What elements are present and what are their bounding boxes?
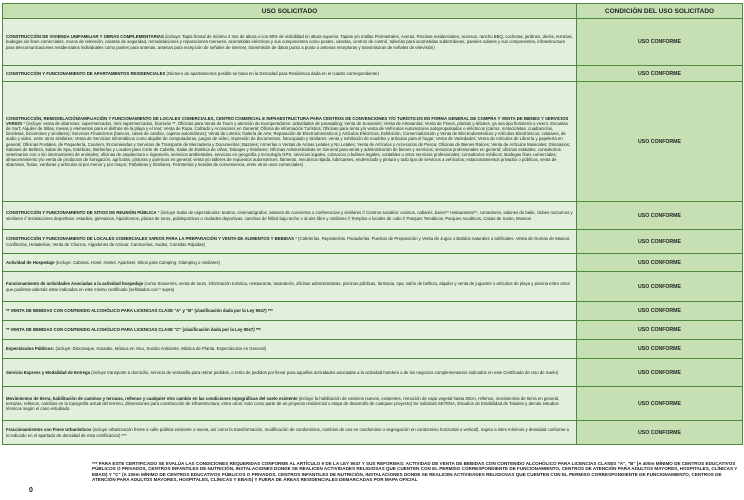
row-description (3, 272, 577, 302)
row-title: CONSTRUCCIÓN DE VIVIENDA UNIFAMILIAR Y OBRAS COMPLEMENTARIAS (6, 34, 164, 40)
row-text: (incluye: Tapia frontal de mínimo 2 mts de altura o con 80% de visibilidad en altura superior, Tapias y/o mallas Perimetrales, Aceras, Piscinas residenciales, accesos, rancho BBQ, cocheras, jardines, decks, terrazas, bodegas sin fines comerciales, muros de retención, casetas de seguridad, remodelaciones y reparaciones menores, acometidas eléctricas y sus componentes como postes, casetas, centros de control, tuberías para acometidas subterráneas, paneles solares y sus componentes, infraestructura para telecomunicaciones residenciales individuales como postes para antenas, antenas para recepción de señales de internet, transmisión de datos punto a punto o antenas receptoras y transmisoras de señales de televisión) (6, 34, 573, 50)
row-condition: USO CONFORME (577, 254, 743, 272)
table-row (3, 421, 743, 445)
row-text: (incluye transporte a domicilio, servicio de ventanilla para retirar pedidos, o retiro de pedidos por llevar para aquellas actividades asociadas a la actividad hotelera o de los negocios complementarios indicados en este Certificado de Uso de Suelo) (90, 369, 559, 375)
table-row (3, 230, 743, 254)
row-description (3, 421, 577, 445)
footer-note-block (2, 459, 742, 498)
row-title: Fraccionamientos con Fines Urbanísticos (6, 427, 92, 433)
table-row (3, 82, 743, 202)
row-title: CONSTRUCCIÓN Y FUNCIONAMIENTO DE APARTAMENTOS RESIDENCIALES (6, 70, 166, 76)
row-title: Espectáculos Públicos: (6, 346, 55, 352)
table-row (3, 66, 743, 82)
row-text: (incluye: Discoteque, Karaoke, Música en Vivo, Sonido Ambiente, Música de Planta, Espectáculos en General) (54, 346, 267, 352)
row-description (3, 359, 577, 387)
row-text: (Número de apartamentos posible se basa en la Densidad para Residencia dada en el cuadro correspondiente) (165, 70, 379, 76)
row-condition: USO CONFORME (577, 66, 743, 82)
table-row (3, 359, 743, 387)
table-row (3, 387, 743, 421)
row-title: Funcionamiento de actividades Asociadas a la actividad hospedaje (6, 281, 144, 287)
row-condition: USO CONFORME (577, 387, 743, 421)
row-condition: USO CONFORME (577, 421, 743, 445)
row-text: (incluye la habilitación de caminos nuevos, existentes, remoción de capa vegetal hasta 30cm, rellenos, movimientos de tierra en general, terrazas, rellenos, cambios en la topografía actual del terreno, dimensiones para construcción de infraestructura, entre otros; todo como parte de un proyecto residencial o etapa de desarrollo de cualquier proyecto) Se solicitará SETENA, Estudios de Estabilidad de Taludes y demás estudios técnicos según el caso estudiado. (6, 395, 560, 412)
row-condition: USO CONFORME (577, 321, 743, 340)
row-title: Actividad de Hospedaje (6, 259, 55, 265)
table-row (3, 202, 743, 230)
row-condition: USO CONFORME (577, 202, 743, 230)
table-row (3, 340, 743, 359)
row-text: (incluye: Cabinas, Hotel, Hostel, Apartotel, Sitios para Camping, Glamping o similares) (54, 259, 220, 265)
row-text: (como Souvenirs, venta de tours, información turística, restaurante, lavandería, oficinas administrativas, piscinas públicas, farmacia, spa, salón de belleza, alquiler y venta de juguetes o artículos de playa y piscina entre otros que pudieran además estar indicados en este mismo certificado (señalados con * supra) (6, 281, 570, 292)
row-condition: USO CONFORME (577, 19, 743, 66)
row-description (3, 340, 577, 359)
row-title: ** VENTA DE BEBIDAS CON CONTENIDO ALCOHÓLICO PARA LICENCIAS CLASE "C" (clasificación dada por la Ley 9047) (6, 327, 255, 333)
row-description (3, 82, 577, 202)
row-text: * (Cafeterías, Reposterías, Panaderías, Puestos de Preparación y Venta de Jugos o Batidos naturales o artificiales, Venta de Gomas de Mascar, Confiterías, Heladerías, Venta de Churros, Algodones de Azúcar, Carnicerías, Sodas, Comidas Rápidas) (6, 236, 571, 247)
row-text: * (incluye: venta de abarrotes, supermercados, mini supermercados, licoreras **, Oficinas para Venta de Tours y atención de touroperadores: actividades de parasailing; Venta de Souvenirs; Venta de Artesanías; Venta de Flores, plantas y árboles, ya sea tipo floristería o vivero; Escuelas de Surf; Alquiler de Sillas, mesas y elementos para el disfrute de la playa y el mar; Venta de Ropa, Calzado y Accesorios en General; Oficina de información Turística; Oficinas para renta y/o venta de Vehículos Automotores autopropulsados o eléctricos (carros, motocicletas, cuadraciclos, bicicletas, biciomotos y similares); Servicios Financieros (bancos, casas de cambio, cajeros automáticos); Venta de Lotería; Galería de Arte; Reparación de Electrodomésticos y Artículos Eléctricos; Exhibición, Comercialización y Venta de Electrodomésticos y Artículos Electrónicos; celulares, de audio y video, entre otros similares; Venta de Servicios Informáticos como alquiler de computadoras, juegos de video, impresión de documentos, fotocopiado y similares; venta y exhibición de muebles y artículos para el hogar; Venta de Variedades; Venta de Artículos de Librería y papelería en general; Oficinas Postales, de Paquetería, Couriers, Encomiendas y Servicios de Transporte de Mercadería y Documentos; Bazares; Armerías o Ventas de Armas Letales y No Letales; Venta de Artículos y Accesorios de Pesca; Oficinas de Bienes Raíces; Venta de Artículos Musicales; Gimnasios; Salones de Belleza, Salas de Spa, Estéticas, Barberías y Locales para Corte de Cabello, Salas de Estética de Uñas, Tatuajes y Similares; Oficinas Administrativas en General para venta y administración de bienes y servicios; servicios profesionales en general; oficinas estatales; consultorios veterinarios con o sin internamiento de animales; oficinas de arquitectura e ingeniería, servicios ambientales, servicios en geografía y tecnología GPS, servicios legales, consorcio o bufetes legales, contables u otros servicios profesionales; consultorios médicos; Bodegas fines comerciales; almacenamiento y/o venta de productos de fumigación, agrícolas, pinturas y químicos en general; venta y/o talleres de repuestos automotrices, llanteras, mecánica rápida, lubricantes, enderezado y pintura y todo tipo de servicios a vehículos; estacionamientos privados o públicos, venta de abarrotes, frutas, verduras y artículos al por menor y por mayor; Pañaleras y Similares, Ferreterías y tiendas de conveniencia, entre otros usos comerciales) (6, 121, 571, 167)
table-row (3, 321, 743, 340)
row-condition: USO CONFORME (577, 340, 743, 359)
row-description (3, 19, 577, 66)
row-title: CONSTRUCCIÓN, REMODELACIÓN/AMPLIACIÓN Y FUNCIONAMIENTO DE LOCALES COMERCIALES, CENTRO COMERCIAL E INFRAESTRUCTURA PARA CENTROS DE CONVENCIONES Y/O TURÍSTICOS EN FORMA GENERAL DE COMPRA Y VENTA DE BIENES Y SERVICIOS VARIOS (6, 116, 569, 127)
row-condition: USO CONFORME (577, 230, 743, 254)
row-text: *** (254, 327, 261, 333)
row-text: *** (266, 308, 273, 314)
table-row (3, 272, 743, 302)
row-title: CONSTRUCCIÓN Y FUNCIONAMIENTO DE LOCALES COMERCIALES VARIOS PARA LA PREPARACIÓN Y VENTA DE ALIMENTOS Y BEBIDAS (6, 236, 294, 242)
row-title: Servicio Express y Modalidad de Entrega (6, 369, 91, 375)
header-uso-solicitado: USO SOLICITADO (3, 4, 577, 19)
uses-table (2, 3, 743, 445)
row-condition: USO CONFORME (577, 359, 743, 387)
header-condicion: CONDICIÓN DEL USO SOLICITADO (577, 4, 743, 19)
row-title: CONSTRUCCIÓN Y FUNCIONAMIENTO DE SITIOS DE REUNIÓN PÚBLICA (6, 210, 157, 216)
footer-note: *** PARA ESTE CERTIFICADO SE EVALÚA LAS CONDICIONES REQUERIDAS CONFORME AL ARTÍCULO 9 DE LA LEY 9047 Y SUS REFORMAS: ACTIVIDAD DE VENTA DE BEBIDAS CON CONTENIDO ALCOHÓLICO PARA LICENCIAS CLASES "A", "B" (A 400m MÍNIMO DE CENTROS EDUCATIVOS PÚBLICOS O PRIVADOS, CENTROS INFANTILES DE NUTRICIÓN, INSTALACIONES DONDE SE REALICEN ACTIVIDADES RELIGIOSAS QUE CUENTEN CON EL PERMISO CORRESPONDIENTE DE FUNCIONAMIENTO, CENTROS DE ATENCIÓN PARA ADULTOS MAYORES, HOSPITALES, CLÍNICAS Y EBAIS) Y "C" (A 100m MÍNIMO DE CENTROS EDUCATIVOS PÚBLICOS O PRIVADOS, CENTROS INFANTILES DE NUTRICIÓN, INSTALACIONES DONDE SE REALICEN ACTIVIDADES RELIGIOSAS QUE CUENTEN CON EL PERMISO CORRESPONDIENTE DE FUNCIONAMIENTO, CENTROS DE ATENCIÓN PARA ADULTOS MAYORES, HOSPITALES, CLÍNICAS Y EBAIS) Y FUERA DE ÁREAS RESIDENCIALES DEMARCADAS POR MAPA OFICIAL (92, 461, 738, 483)
table-header-row (3, 4, 743, 19)
row-condition: USO CONFORME (577, 82, 743, 202)
table-row (3, 254, 743, 272)
table-row (3, 19, 743, 66)
row-text: * (incluye Salas de espectáculos: teatros, cinematógrafos, salones de conciertos o conferencias y similares // Centros sociales: casinos, cabarés, bares** restaurantes**, comedores, salones de baile, clubes nocturnos y similares // Instalaciones deportivas: estadios, gimnasios, hipódromos, plazas de toros, polideportivos o ciudades deportivas, canchas de fútbol bajo techo o al aire libre y similares // Templos o locales de culto // Parques Temáticos, Parques Acuáticos, Casas de Susto, Museos (6, 210, 573, 221)
row-description (3, 321, 577, 340)
row-description (3, 230, 577, 254)
row-description (3, 66, 577, 82)
row-description (3, 202, 577, 230)
row-description (3, 387, 577, 421)
row-title: ** VENTA DE BEBIDAS CON CONTENIDO ALCOHÓLICO PARA LICENCIAS CLASE "A" y "B" (clasificación dada por la Ley 9047) (6, 308, 267, 314)
zero-mark: 0 (29, 487, 33, 494)
row-description (3, 254, 577, 272)
row-title: Movimientos de tierra, habilitación de caminos y terrazas, rellenos y cualquier otro cambio en las condiciones topográficas del suelo existente (6, 395, 298, 401)
table-row (3, 302, 743, 321)
row-description (3, 302, 577, 321)
row-condition: USO CONFORME (577, 302, 743, 321)
row-condition: USO CONFORME (577, 272, 743, 302)
row-text: (incluye urbanización frente a calle pública existente o nueva, así como la transformación, modificación de condominios, cambios de uso en condominio o segregación en condominio horizontal o vertical). Sujeto a lotes mínimos y densidad conforme a lo indicado en el apartado de densidad de esta certificación) *** (6, 427, 569, 438)
